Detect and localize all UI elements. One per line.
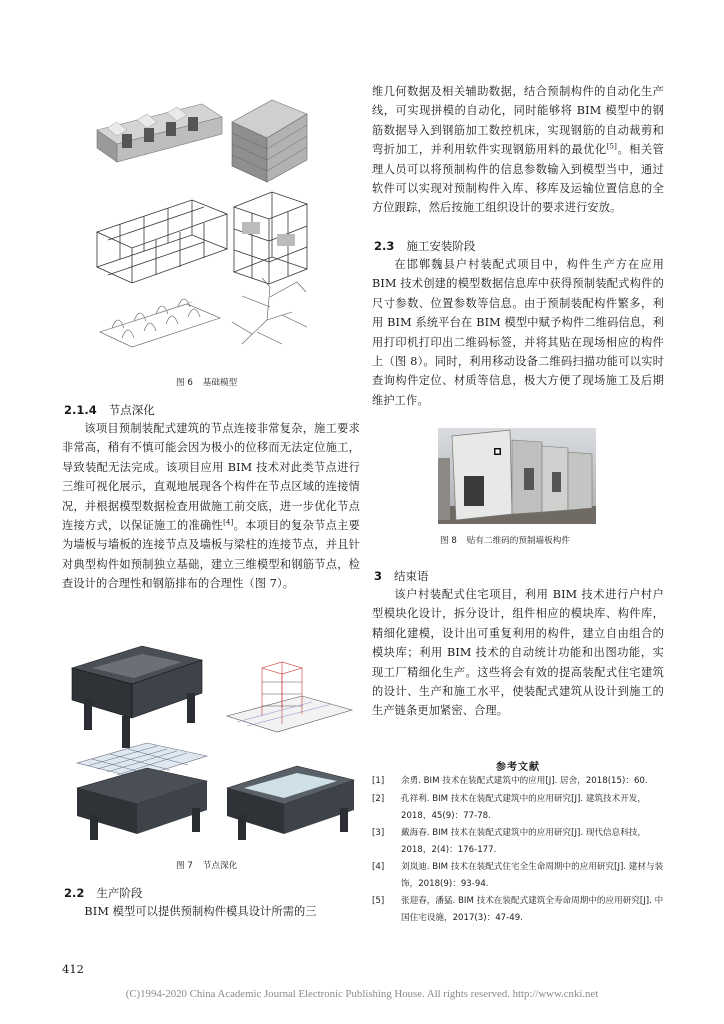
fig7-rebar-mesh-foundation (77, 743, 207, 840)
citation-5: [5] (606, 142, 618, 151)
section-number: 2.1.4 (64, 403, 97, 417)
section-title: 施工安装阶段 (406, 239, 476, 253)
fig6-model-rebar-branches (232, 278, 307, 344)
fig7-column-rebar (227, 662, 352, 732)
page-number: 412 (62, 962, 84, 976)
figure-8-caption (440, 535, 570, 547)
copyright-footer: (C)1994-2020 China Academic Journal Electronic Publishing House. All rights reserved. http://www.cnki.net (125, 988, 599, 1000)
paragraph-installation-stage: 在邯郸魏县户村装配式项目中，构件生产方在应用 BIM 技术创建的模型数据信息库中获得预制装配式构件的尺寸参数、位置参数等信息。由于预制装配构件繁多，利用 BIM 系统平台在 BIM 模型中赋予构件二维码信息，利用打印机打印出二维码标签，并将其贴在现场相应的构件上（图 8）。同时，利用移动设备二维码扫描功能可以实时查询构件定位、材质等信息，极大方便了现场施工及后期维护工作。 (372, 258, 664, 407)
figure-8-number: 图 8 (440, 536, 457, 546)
figure-6-foundation-models (92, 82, 332, 364)
fig6-model-tall-building (232, 100, 307, 182)
figure-6-number: 图 6 (176, 378, 193, 388)
reference-item: [3] 戴海春. BIM 技术在装配式建筑中的应用研究[J]. 现代信息科技，2018，2(4)：176-177. (372, 828, 646, 855)
paragraph-conclusion: 该户村装配式住宅项目，利用 BIM 技术进行户村户型模块化设计，拆分设计，组件相应的模块库、构件库，精细化建模，设计出可重复利用的构件，建立自由组合的模块库；利用 BIM 技术的自动统计功能和出图功能，实现工厂精细化生产。这些将会有效的提高装配式住宅建筑的设计、生产和施工水平，使装配式建筑从设计到施工的生产链条更加紧密、合理。 (372, 588, 664, 718)
fig6-model-rebar-foundations (100, 299, 220, 347)
section-2-3-heading (374, 238, 475, 254)
citation-4: [4] (223, 518, 234, 527)
reference-item: [5] 张迎春，潘猛. BIM 技术在装配式建筑全寿命周期中的应用研究[J]. 中国住宅设施，2017(3)：47-49. (372, 896, 664, 923)
figure-8-wall-panels-photo (438, 428, 596, 524)
paragraph-production-continued: 维几何数据及相关辅助数据，结合预制构件的自动化生产线，可实现拼模的自动化，同时能够将 BIM 模型中的钢筋数据导入到钢筋加工数控机床，实现钢筋的自动裁剪和弯折加工，并利用软件实现钢筋用料的最优化[5]。相关管理人员可以将预制构件的信息参数输入到模型当中，通过软件可以实现对预制构件入库、移库及运输位置信息的全方位跟踪，然后按施工组织设计的要求进行安放。 (372, 85, 664, 215)
section-number: 2.3 (374, 239, 395, 253)
figure-6-caption (176, 377, 237, 389)
reference-item: [2] 孔祥利. BIM 技术在装配式建筑中的应用研究[J]. 建筑技术开发，2018，45(9)：77-78. (372, 794, 646, 821)
figure-6-title: 基础模型 (202, 378, 238, 388)
section-title: 生产阶段 (96, 886, 143, 900)
figure-8-title: 贴有二维码的预制墙板构件 (466, 536, 570, 546)
figure-7-node-details (62, 638, 360, 850)
fig7-foundation-box (72, 646, 202, 748)
section-number: 3 (374, 569, 383, 583)
section-title: 结束语 (394, 569, 429, 583)
fig6-model-frame-structure (97, 200, 227, 283)
reference-item: [1] 余勇. BIM 技术在装配式建筑中的应用[J]. 居舍，2018(15)：60. (372, 776, 648, 786)
fig7-foundation-slab (227, 766, 354, 840)
paragraph-node-deepening: 该项目预制装配式建筑的节点连接非常复杂，施工要求非常高，稍有不慎可能会因为极小的位移而无法定位施工，导致装配无法完成。该项目应用 BIM 技术对此类节点进行三维可视化展示，直观地展现各个构件在节点区域的连接情况，并根据模型数据检查用做施工前交底，进一步优化节点连接方式，以保证施工的准确性[4]。本项目的复杂节点主要为墙板与墙板的连接节点及墙板与梁柱的连接节点，并且针对典型构件如预制独立基础，建立三维模型和钢筋节点，检查设计的合理性和钢筋排布的合理性（图 7）。 (62, 422, 360, 591)
wall-panel-large (452, 430, 512, 520)
section-2-2-heading (64, 885, 142, 901)
figure-7-caption (176, 860, 237, 872)
section-2-1-4-heading (64, 402, 155, 418)
fig6-model-row-buildings (97, 104, 222, 162)
section-3-heading (374, 568, 429, 584)
section-title: 节点深化 (108, 403, 155, 417)
figure-7-title: 节点深化 (202, 861, 238, 871)
reference-item: [4] 刘岚迪. BIM 技术在装配式住宅全生命周期中的应用研究[J]. 建材与装饰，2018(9)：93-94. (372, 862, 664, 889)
references-heading: 参考文献 (496, 762, 540, 773)
paragraph-production-stage: BIM 模型可以提供预制构件模具设计所需的三 (84, 905, 317, 918)
section-number: 2.2 (64, 886, 85, 900)
fig6-model-tall-frame (234, 192, 307, 284)
figure-7-number: 图 7 (176, 861, 193, 871)
